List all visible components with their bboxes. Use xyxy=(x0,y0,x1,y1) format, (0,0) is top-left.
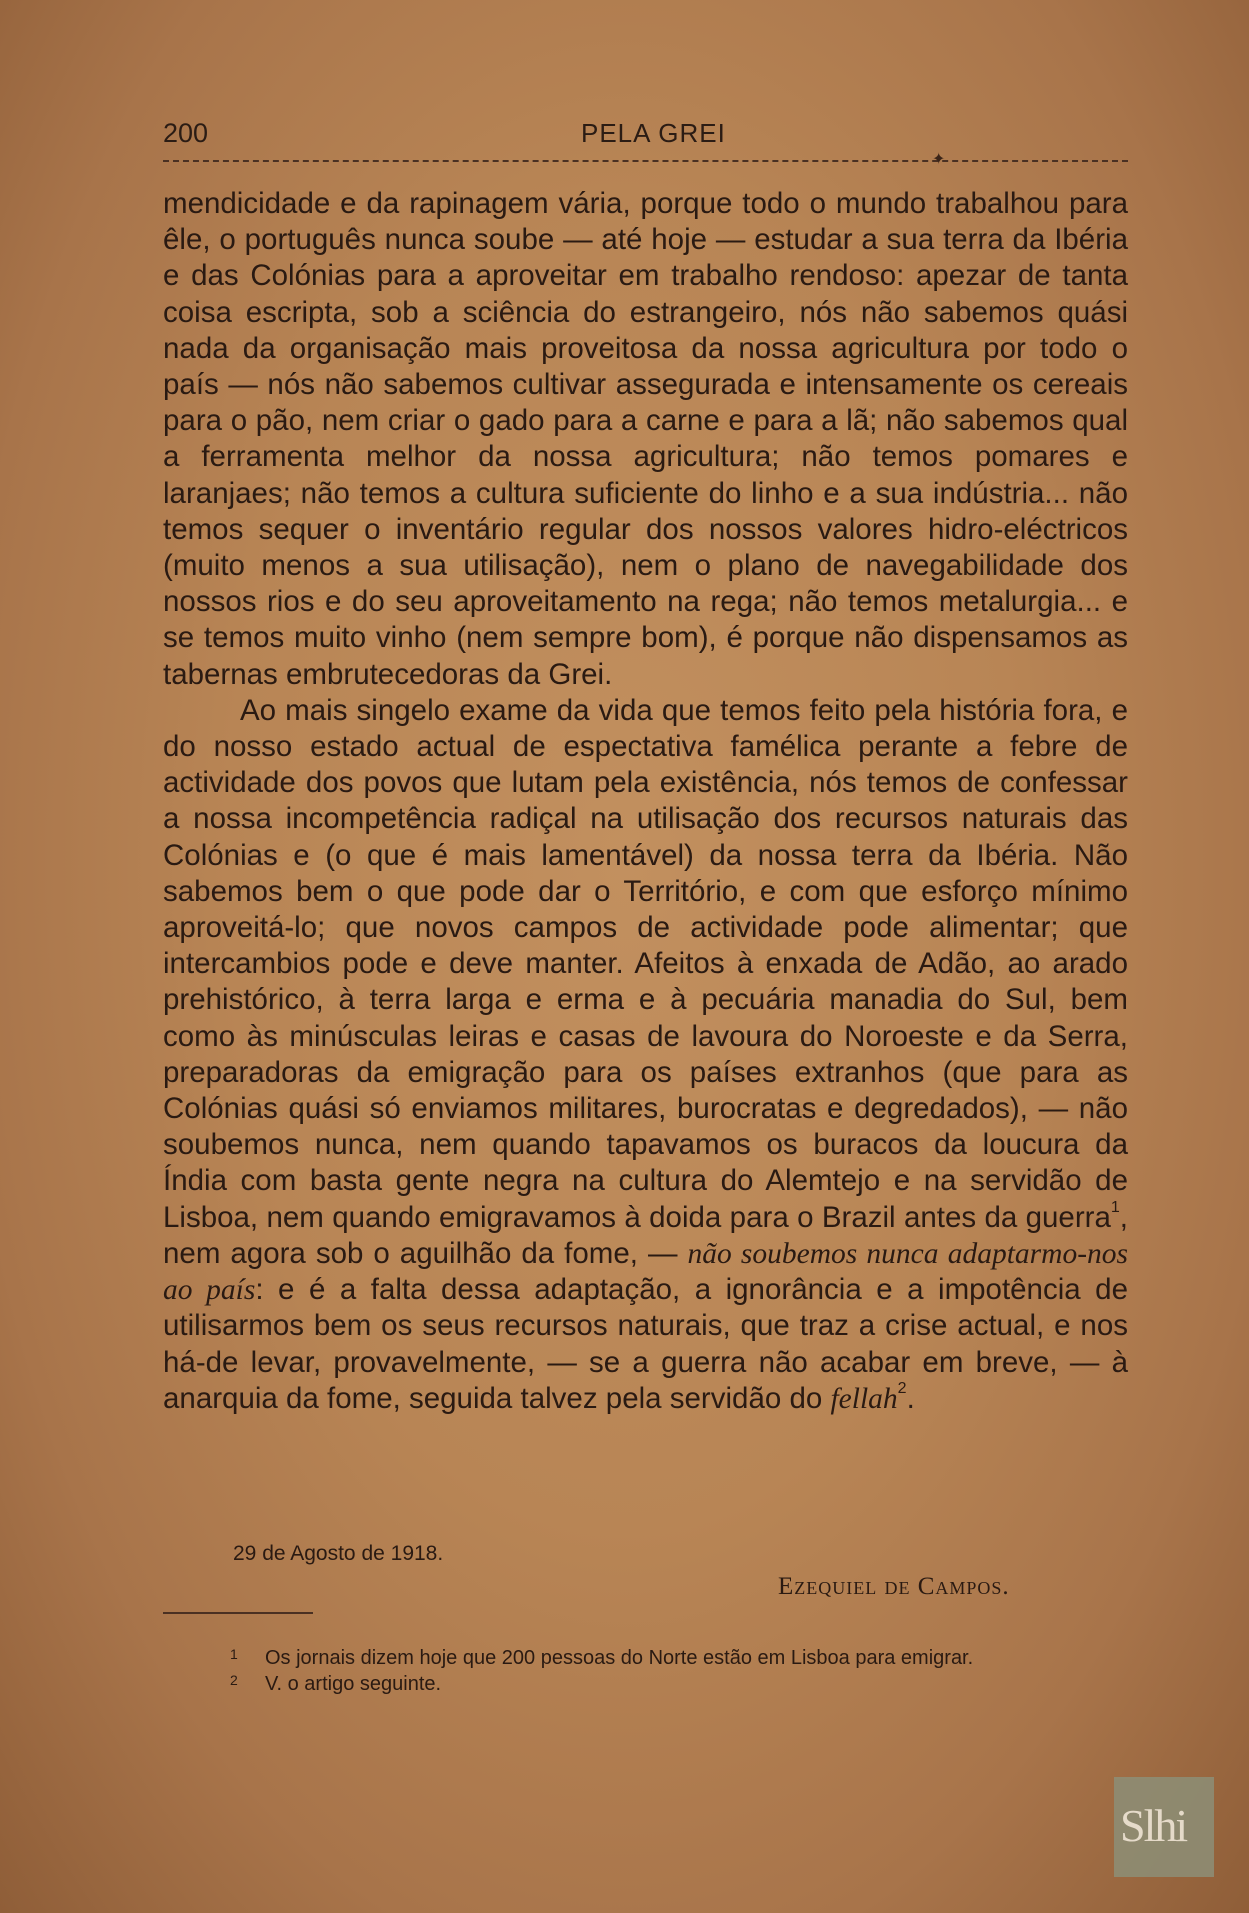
paragraph-2-end: . xyxy=(906,1381,915,1415)
footnote-mark: 2 xyxy=(230,1672,238,1688)
paragraph-2-emphasis-end: fellah xyxy=(830,1382,898,1415)
paragraph-1: mendicidade e da rapinagem vária, porque todo o mundo trabalhou para êle, o português nunca soube — até hoje — estudar a sua terra da Ibéria e das Colónias para a aproveitar em trabalho rendoso: apezar de tanta coisa escripta, sob a sciência do estrangeiro, nós não sabemos quási nada da organisação mais proveitosa da nossa agricultura por todo o país — nós não sabemos cultivar assegurada e intensamente os cereais para o pão, nem criar o gado para a carne e para a lã; não sabemos qual a ferramenta melhor da nossa agricultura; não temos pomares e laranjaes; não temos a cultura suficiente do linho e a sua indústria... não temos sequer o inventário regular dos nossos valores hidro-eléctricos (muito menos a sua utilisação), nem o plano de navegabilidade dos nossos rios e do seu aproveitamento na rega; não temos metalurgia... e se temos muito vinho (nem sempre bom), é porque não dispensamos as tabernas embrutecedoras da Grei. xyxy=(163,187,1128,691)
footnote-1 xyxy=(230,1645,1130,1671)
signature: Ezequiel de Campos. xyxy=(778,1573,1010,1600)
footnote-ref-1: 1 xyxy=(1110,1198,1120,1216)
body-text xyxy=(163,186,1128,1417)
paragraph-2-text-c: : e é a falta dessa adaptação, a ignorância e a impotência de utilisarmos bem os seus recursos naturais, que traz a crise actual, e nos há-de levar, provavelmente, — se a guerra não acabar em breve, — à anarquia da fome, seguida talvez pela servidão do xyxy=(163,1273,1128,1415)
footnote-text: V. o artigo seguinte. xyxy=(265,1673,442,1695)
footnote-mark: 1 xyxy=(230,1646,238,1662)
rule-ornament-icon: ✦ xyxy=(932,149,946,168)
header-rule xyxy=(163,160,1128,162)
running-head: PELA GREI xyxy=(581,118,726,148)
paragraph-2 xyxy=(163,693,1128,1417)
footnote-ref-2: 2 xyxy=(897,1379,907,1397)
footnotes xyxy=(230,1645,1130,1697)
footnote-text: Os jornais dizem hoje que 200 pessoas do Norte estão em Lisboa para emigrar. xyxy=(265,1647,974,1669)
date-line: 29 de Agosto de 1918. xyxy=(233,1542,444,1565)
watermark-text: Slhi xyxy=(1120,1800,1187,1851)
watermark-logo xyxy=(1114,1777,1214,1877)
paragraph-2-text-a: Ao mais singelo exame da vida que temos feito pela história fora, e do nosso estado actual de espectativa famélica perante a febre de actividade dos povos que lutam pela existência, nós temos de confessar a nossa incompetência radiçal na utilisação dos recursos naturais das Colónias e (o que é mais lamentável) da nossa terra da Ibéria. Não sabemos bem o que pode dar o Território, e com que esforço mínimo aproveitá-lo; que novos campos de actividade pode alimentar; que intercambios pode e deve manter. Afeitos à enxada de Adão, ao arado prehistórico, à terra larga e erma e à pecuária manadia do Sul, bem como às minúsculas leiras e casas de lavoura do Noroeste e da Serra, preparadoras da emigração para os países extranhos (que para as Colónias quási só enviamos militares, burocratas e degredados), — não soubemos nunca, nem quando tapavamos os buracos da loucura da Índia com basta gente negra na cultura do Alemtejo e na servidão de Lisboa, nem quando emigravamos à doida para o Brazil antes da guerra xyxy=(163,693,1128,1234)
footnote-2 xyxy=(230,1671,1130,1697)
page-header xyxy=(163,118,1128,158)
paragraph-2-text-b: , nem agora sob o aguilhão da fome, — xyxy=(163,1200,1128,1270)
page-number: 200 xyxy=(163,118,209,148)
footnote-rule xyxy=(163,1612,313,1614)
paragraph-2-emphasis: não soubemos nunca adaptarmo-nos ao país xyxy=(163,1237,1128,1307)
